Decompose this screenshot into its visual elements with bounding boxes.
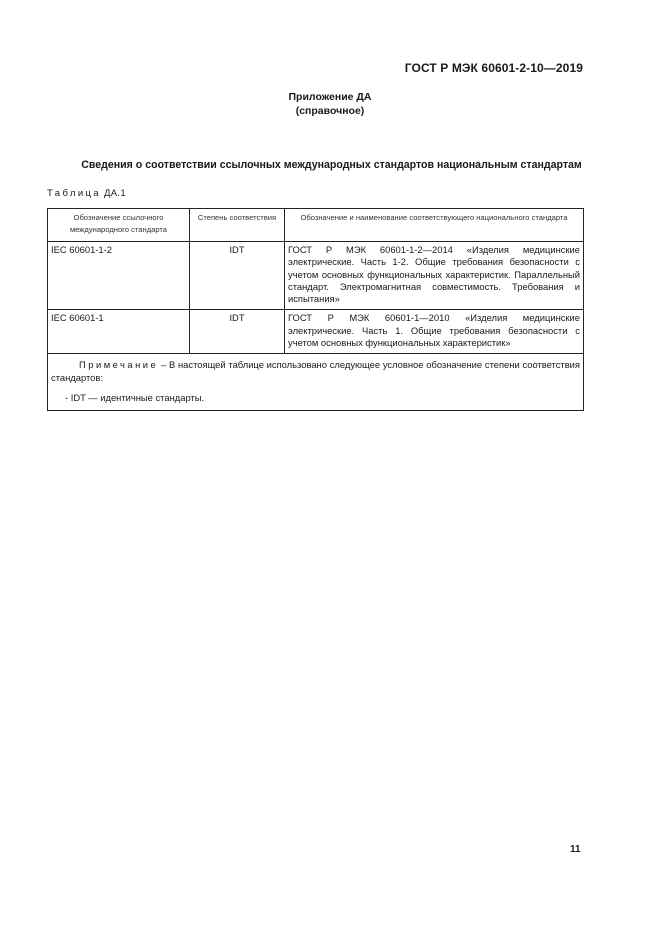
cell-degree: IDT xyxy=(190,310,285,354)
table-caption xyxy=(47,188,126,199)
note-list-item: - IDT — идентичные стандарты. xyxy=(65,391,205,403)
standards-table xyxy=(47,208,584,411)
cell-degree: IDT xyxy=(190,242,285,310)
table-caption-word: Таблица xyxy=(47,188,102,199)
table-header-row xyxy=(48,209,584,242)
note-body-text: – В настоящей таблице использовано следующее условное обозначение степени соответствия стандартов: xyxy=(51,359,580,383)
cell-national: ГОСТ Р МЭК 60601-1—2010 «Изделия медицинские электрические. Часть 1. Общие требования безопасности с учетом основных функциональных характеристик» xyxy=(285,310,584,354)
table-row xyxy=(48,242,584,310)
note-label: Примечание xyxy=(79,359,159,371)
header-reference-standard: Обозначение ссылочного международного стандарта xyxy=(48,209,190,242)
header-degree: Степень соответствия xyxy=(190,209,285,242)
annex-subtitle: (справочное) xyxy=(295,105,365,117)
table-caption-number: ДА.1 xyxy=(104,188,126,199)
cell-reference: IEC 60601-1-2 xyxy=(48,242,190,310)
cell-national: ГОСТ Р МЭК 60601-1-2—2014 «Изделия медицинские электрические. Часть 1-2. Общие требования безопасности с учетом основных функциональных характеристик. Параллельный стандарт. Электромагнитная совместимость. Требования и испытания» xyxy=(285,242,584,310)
note-text xyxy=(51,359,580,384)
cell-reference: IEC 60601-1 xyxy=(48,310,190,354)
table-note-row xyxy=(48,354,584,411)
table-note xyxy=(48,354,584,411)
table-row xyxy=(48,310,584,354)
document-code: ГОСТ Р МЭК 60601-2-10—2019 xyxy=(404,61,583,75)
header-national-standard: Обозначение и наименование соответствующего национального стандарта xyxy=(285,209,584,242)
annex-title: Приложение ДА xyxy=(288,91,372,103)
page-number: 11 xyxy=(570,844,581,855)
section-heading: Сведения о соответствии ссылочных международных стандартов национальным стандартам xyxy=(81,159,582,171)
